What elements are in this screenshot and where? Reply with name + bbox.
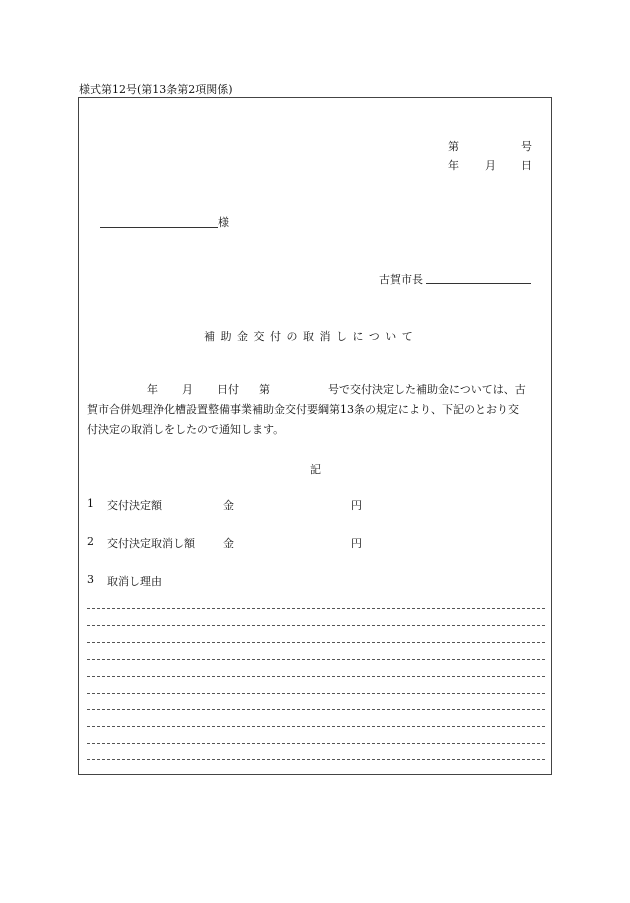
form-number-label: 様式第12号(第13条第2項関係) [79, 83, 233, 96]
body-line-2: 賀市合併処理浄化槽設置整備事業補助金交付要綱第13条の規定により、下記のとおり交 [87, 403, 519, 416]
issuer-name-blank [426, 283, 531, 284]
addressee-name-blank [100, 214, 218, 228]
body-year: 年 [147, 383, 158, 396]
reason-line [87, 625, 545, 626]
item-3-number: 3 [87, 573, 94, 586]
reason-line [87, 642, 545, 643]
date-day: 日 [521, 159, 532, 172]
body-line-3: 付決定の取消しをしたので通知します。 [87, 423, 285, 436]
item-3-label: 取消し理由 [107, 575, 162, 588]
addressee-honorific: 様 [218, 216, 229, 229]
item-2-unit: 円 [351, 537, 362, 550]
body-month: 月 [182, 383, 193, 396]
body-line-1 [87, 380, 547, 400]
reason-line [87, 659, 545, 660]
reason-line [87, 759, 545, 760]
record-heading: 記 [310, 463, 321, 476]
document-title: 補助金交付の取消しについて [204, 330, 419, 343]
number-suffix: 号 [521, 140, 532, 153]
item-2-label: 交付決定取消し額 [107, 537, 195, 550]
reason-line [87, 726, 545, 727]
body-paragraph [87, 380, 547, 440]
reason-line [87, 709, 545, 710]
date-month: 月 [485, 159, 496, 172]
body-line-1-rest: 号で交付決定した補助金については、古 [328, 383, 526, 396]
reason-line [87, 608, 545, 609]
item-1-label: 交付決定額 [107, 499, 162, 512]
date-year: 年 [448, 159, 459, 172]
body-day-dated: 日付 [217, 383, 239, 396]
issuer-title: 古賀市長 [379, 273, 423, 286]
body-number-prefix: 第 [259, 383, 270, 396]
item-2-prefix: 金 [223, 537, 234, 550]
item-1-number: 1 [87, 497, 94, 510]
item-1-unit: 円 [351, 499, 362, 512]
number-prefix: 第 [448, 140, 459, 153]
reason-line [87, 693, 545, 694]
item-1-prefix: 金 [223, 499, 234, 512]
reason-line [87, 743, 545, 744]
reason-line [87, 676, 545, 677]
item-2-number: 2 [87, 535, 94, 548]
